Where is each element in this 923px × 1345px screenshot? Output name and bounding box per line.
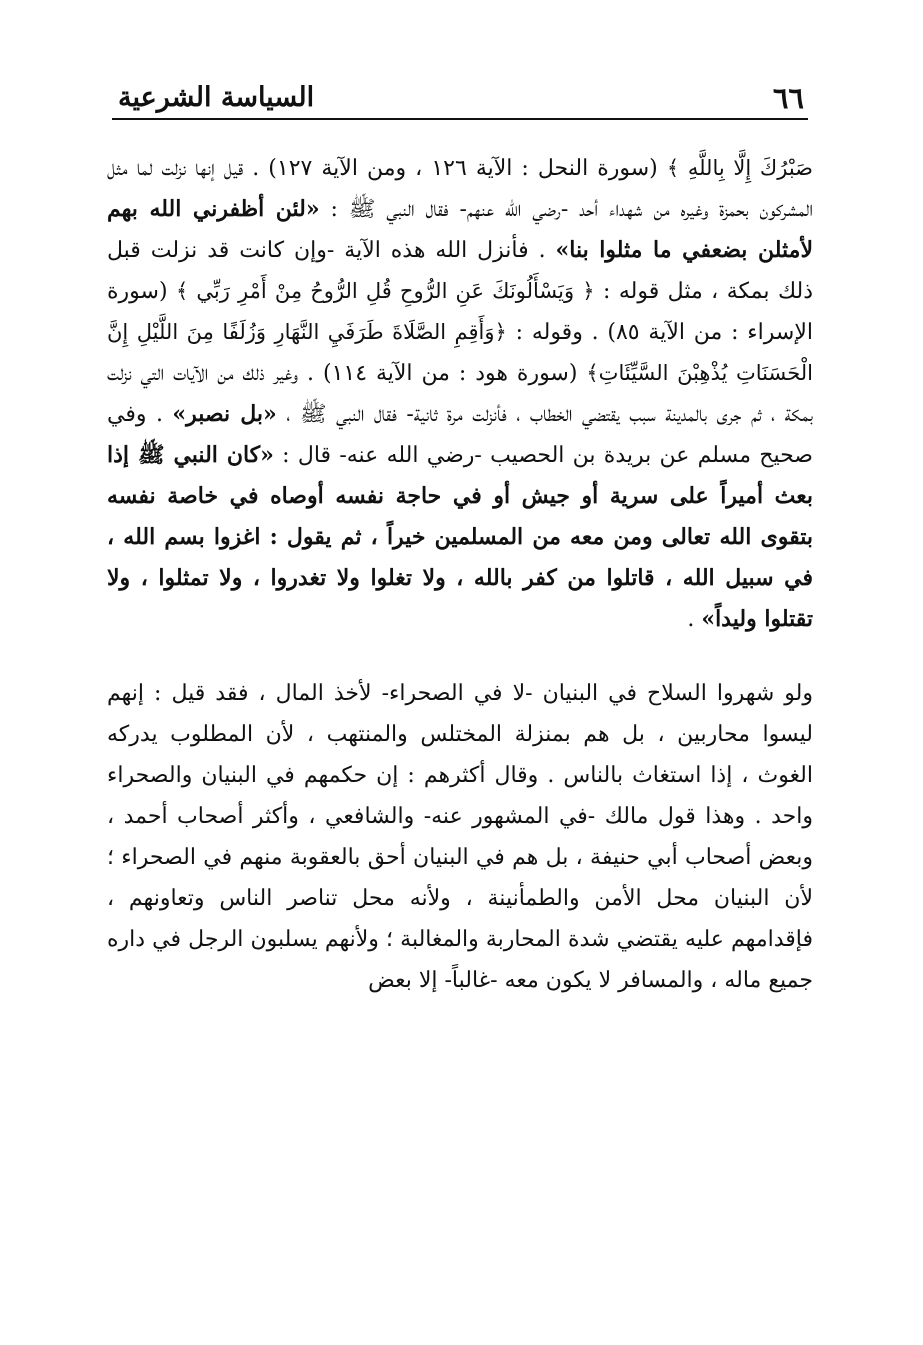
body-text: . وفي صحيح مسلم عن بريدة بن الحصيب -رضي الله عنه- قال : [107,402,813,468]
quran-verse: ﴿وَأَقِمِ الصَّلَاةَ طَرَفَيِ النَّهَارِ وَزُلَفًا مِنَ اللَّيْلِ إِنَّ الْحَسَنَاتِ يُذْهِبْنَ السَّيِّئَاتِ﴾ [107,320,813,385]
page-body [107,148,813,1001]
hadith-quote: «لئن أظفرني الله بهم لأمثلن بضعفي ما مثلوا بنا» [107,196,813,263]
running-title: السياسة الشرعية [118,82,315,113]
paragraph-2 [107,673,813,1001]
page-number: ٦٦ [772,81,804,115]
hadith-quote: «كان النبي ﷺ إذا بعث أميراً على سرية أو جيش أو في حاجة نفسه أوصاه في خاصة نفسه بتقوى الله تعالى ومن معه من المسلمين خيراً ، ثم يقول : اغزوا بسم الله ، في سبيل الله ، قاتلوا من كفر بالله ، ولا تغلوا ولا تغدروا ، ولا تمثلوا ، ولا تقتلوا وليداً» [107,442,813,632]
body-text: . فأنزل الله هذه الآية -وإن كانت قد نزلت قبل ذلك بمكة ، مثل قوله : [107,238,814,304]
page-header [112,70,808,120]
body-text: (سورة هود : من الآية ١١٤) . وغير ذلك من الآيات التي نزلت بمكة ، ثم جرى بالمدينة سبب يقتضي الخطاب ، فأنزلت مرة ثانية- فقال النبي ﷺ ، [107,361,813,427]
quran-verse: صَبْرُكَ إِلَّا بِاللَّهِ ﴾ [666,156,813,180]
body-text: ولو شهروا السلاح في البنيان -لا في الصحراء- لأخذ المال ، فقد قيل : إنهم ليسوا محاربين ، بل هم بمنزلة المختلس والمنتهب ، لأن المطلوب يدركه الغوث ، إذا استغاث بالناس . وقال أكثرهم : إن حكمهم في البنيان والصحراء واحد . وهذا قول مالك -في المشهور عنه- والشافعي ، وأكثر أصحاب أحمد ، وبعض أصحاب أبي حنيفة ، بل هم في البنيان أحق بالعقوبة منهم في الصحراء ؛ لأن البنيان محل الأمن والطمأنينة ، ولأنه محل تناصر الناس وتعاونهم ، فإقدامهم عليه يقتضي شدة المحاربة والمغالبة ؛ ولأنهم يسلبون الرجل في داره جميع ماله ، والمسافر لا يكون معه -غالباً- إلا بعض [107,681,813,993]
body-text: . [687,607,702,632]
body-text: (سورة النحل : الآية ١٢٦ ، ومن الآية ١٢٧) . قيل إنها نزلت لما مثل المشركون بحمزة وغيره من شهداء أحد -رضي الله عنهم- فقال النبي ﷺ : [107,156,813,222]
hadith-quote: «بل نصبر» [172,401,277,427]
quran-verse: ﴿ وَيَسْأَلُونَكَ عَنِ الرُّوحِ قُلِ الرُّوحُ مِنْ أَمْرِ رَبِّي ﴾ [175,279,595,303]
paragraph-1 [107,148,813,640]
body-text: (سورة الإسراء : من الآية ٨٥) . وقوله : [107,279,813,345]
